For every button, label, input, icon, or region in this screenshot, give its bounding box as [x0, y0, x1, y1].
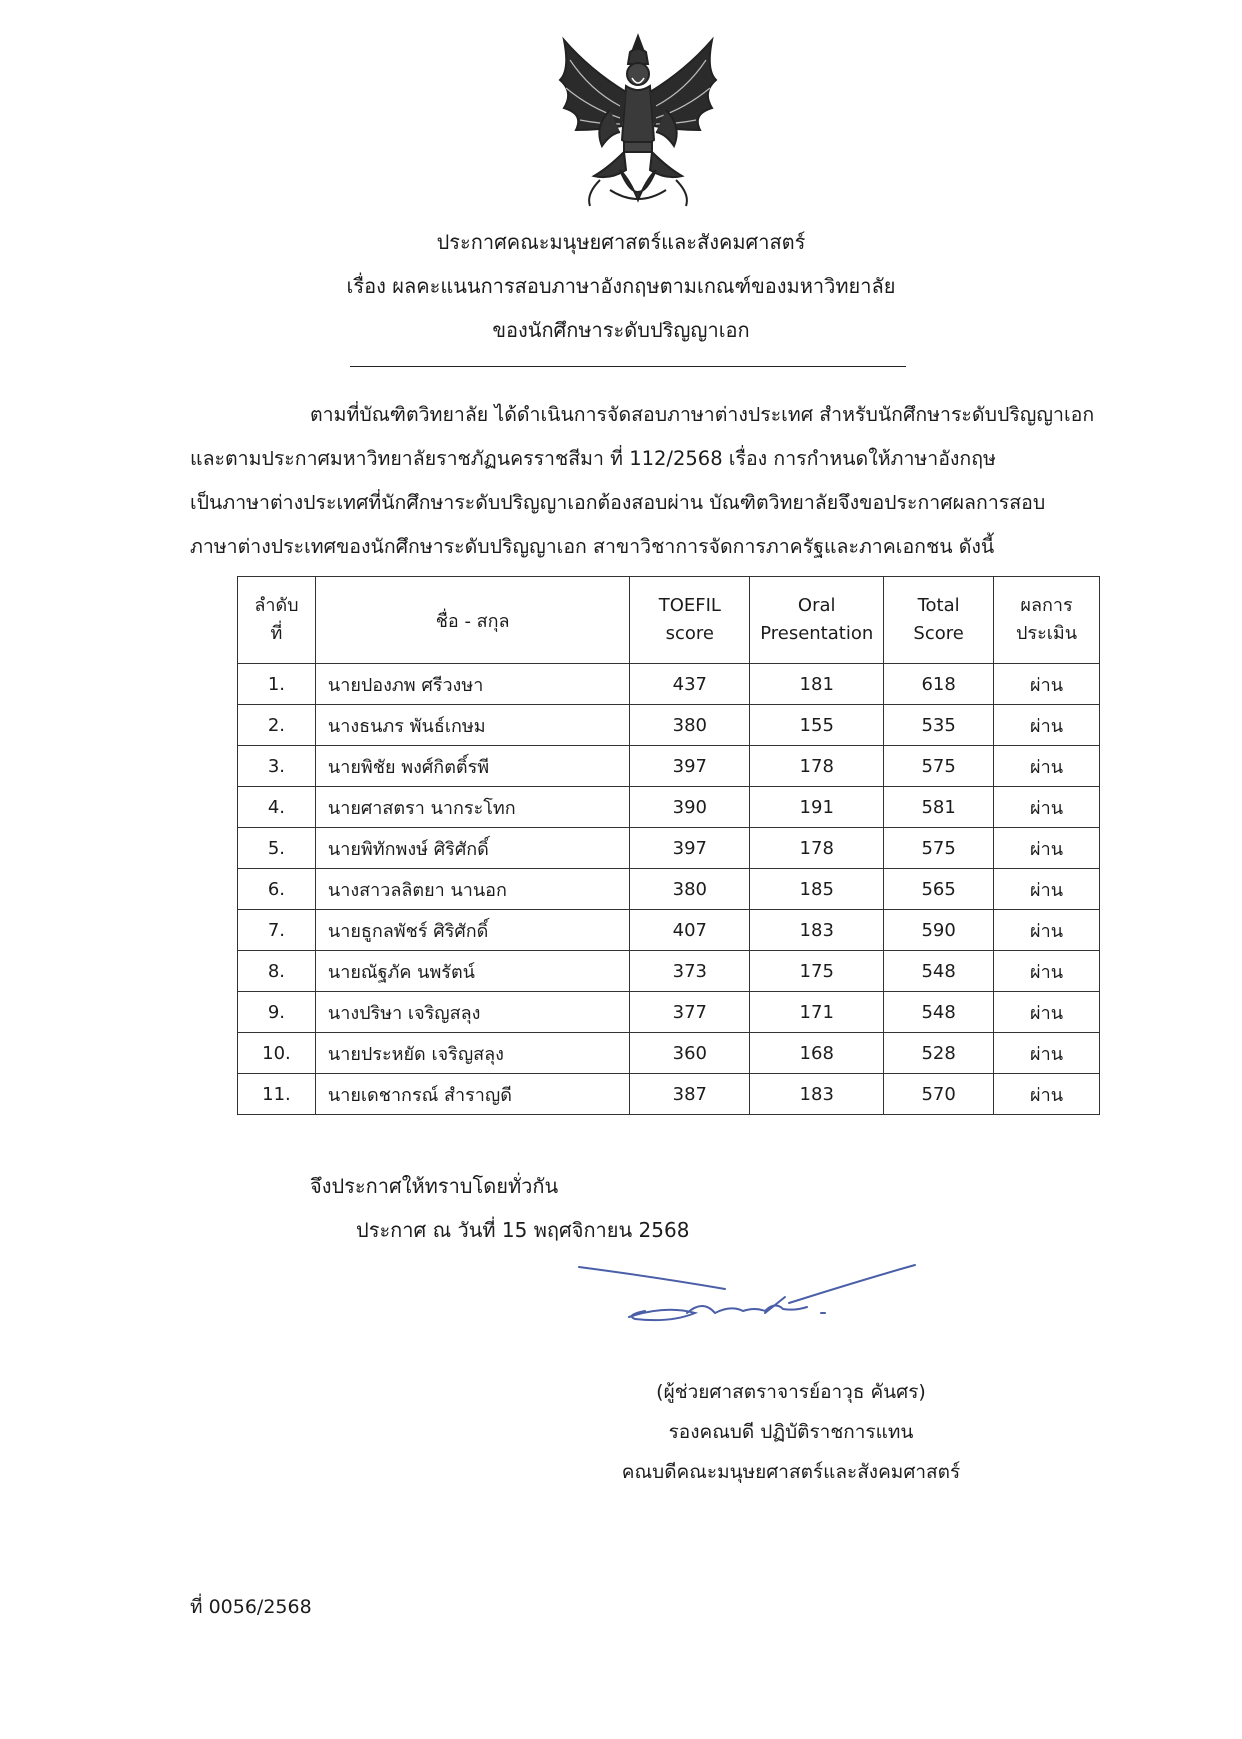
- cell-name: นายปองภพ ศรีวงษา: [315, 664, 629, 705]
- cell-name: นายพิชัย พงศ์กิตติ์รพี: [315, 746, 629, 787]
- cell-total: 618: [884, 664, 994, 705]
- cell-oral: 178: [750, 828, 884, 869]
- handwritten-signature: [575, 1255, 935, 1335]
- signatory-name: (ผู้ช่วยศาสตราจารย์อาวุธ คันศร): [656, 1381, 926, 1403]
- title-divider: [350, 366, 906, 367]
- cell-toefl: 407: [630, 910, 750, 951]
- cell-order: 3.: [238, 746, 316, 787]
- cell-total: 575: [884, 828, 994, 869]
- cell-order: 5.: [238, 828, 316, 869]
- table-row: [238, 992, 1100, 1033]
- body-paragraph-line3: เป็นภาษาต่างประเทศที่นักศึกษาระดับปริญญาเอกต้องสอบผ่าน บัณฑิตวิทยาลัยจึงขอประกาศผลการสอบ: [190, 491, 1046, 514]
- cell-total: 535: [884, 705, 994, 746]
- cell-name: นายพิทักพงษ์ ศิริศักดิ์: [315, 828, 629, 869]
- header-result-line2: ประเมิน: [1015, 623, 1078, 644]
- cell-result: ผ่าน: [994, 1033, 1100, 1074]
- header-order-line1: ลำดับ: [254, 595, 299, 616]
- cell-result: ผ่าน: [994, 1074, 1100, 1115]
- table-row: [238, 910, 1100, 951]
- table-row: [238, 828, 1100, 869]
- cell-name: นางสาวลลิตยา นานอก: [315, 869, 629, 910]
- header-total: [884, 577, 994, 664]
- cell-result: ผ่าน: [994, 869, 1100, 910]
- cell-name: นายณัฐภัค นพรัตน์: [315, 951, 629, 992]
- cell-order: 4.: [238, 787, 316, 828]
- announcement-subject-line2: ของนักศึกษาระดับปริญญาเอก: [492, 318, 750, 342]
- cell-order: 8.: [238, 951, 316, 992]
- body-paragraph-line2: และตามประกาศมหาวิทยาลัยราชภัฏนครราชสีมา ที่ 112/2568 เรื่อง การกำหนดให้ภาษาอังกฤษ: [190, 447, 996, 470]
- table-row: [238, 869, 1100, 910]
- cell-oral: 168: [750, 1033, 884, 1074]
- cell-name: นายศาสตรา นากระโทก: [315, 787, 629, 828]
- header-name: ชื่อ - สกุล: [315, 577, 629, 664]
- cell-name: นายประหยัด เจริญสลุง: [315, 1033, 629, 1074]
- header-order-line2: ที่: [270, 623, 283, 644]
- cell-toefl: 377: [630, 992, 750, 1033]
- announcement-title: ประกาศคณะมนุษยศาสตร์และสังคมศาสตร์: [436, 230, 806, 254]
- cell-toefl: 437: [630, 664, 750, 705]
- table-header-row: [238, 577, 1100, 664]
- table-row: [238, 951, 1100, 992]
- cell-total: 528: [884, 1033, 994, 1074]
- body-paragraph-line1: ตามที่บัณฑิตวิทยาลัย ได้ดำเนินการจัดสอบภาษาต่างประเทศ สำหรับนักศึกษาระดับปริญญาเอก: [310, 403, 1095, 426]
- cell-name: นางปริษา เจริญสลุง: [315, 992, 629, 1033]
- cell-order: 11.: [238, 1074, 316, 1115]
- cell-order: 2.: [238, 705, 316, 746]
- cell-result: ผ่าน: [994, 951, 1100, 992]
- signatory-position: รองคณบดี ปฏิบัติราชการแทน: [668, 1421, 914, 1443]
- announcement-date: ประกาศ ณ วันที่ 15 พฤศจิกายน 2568: [356, 1218, 690, 1242]
- cell-oral: 175: [750, 951, 884, 992]
- header-order: [238, 577, 316, 664]
- cell-oral: 191: [750, 787, 884, 828]
- cell-oral: 185: [750, 869, 884, 910]
- cell-name: นายเดชากรณ์ สำราญดี: [315, 1074, 629, 1115]
- cell-oral: 171: [750, 992, 884, 1033]
- cell-toefl: 360: [630, 1033, 750, 1074]
- cell-order: 10.: [238, 1033, 316, 1074]
- cell-total: 548: [884, 992, 994, 1033]
- table-row: [238, 787, 1100, 828]
- cell-order: 7.: [238, 910, 316, 951]
- cell-result: ผ่าน: [994, 787, 1100, 828]
- cell-name: นายธูกลพัชร์ ศิริศักดิ์: [315, 910, 629, 951]
- header-oral-line1: Oral: [797, 595, 836, 616]
- cell-oral: 183: [750, 910, 884, 951]
- table-row: [238, 1074, 1100, 1115]
- document-number: ที่ 0056/2568: [190, 1596, 312, 1618]
- cell-oral: 181: [750, 664, 884, 705]
- header-oral: [750, 577, 884, 664]
- cell-toefl: 387: [630, 1074, 750, 1115]
- cell-oral: 155: [750, 705, 884, 746]
- cell-result: ผ่าน: [994, 828, 1100, 869]
- cell-order: 6.: [238, 869, 316, 910]
- header-total-line1: Total: [917, 595, 960, 616]
- header-oral-line2: Presentation: [760, 623, 874, 644]
- cell-total: 548: [884, 951, 994, 992]
- cell-oral: 178: [750, 746, 884, 787]
- cell-toefl: 397: [630, 828, 750, 869]
- table-row: [238, 1033, 1100, 1074]
- cell-total: 590: [884, 910, 994, 951]
- cell-toefl: 380: [630, 869, 750, 910]
- garuda-emblem-icon: [550, 30, 726, 214]
- header-result-line1: ผลการ: [1020, 595, 1073, 616]
- table-row: [238, 664, 1100, 705]
- cell-order: 9.: [238, 992, 316, 1033]
- table-row: [238, 746, 1100, 787]
- cell-total: 570: [884, 1074, 994, 1115]
- header-total-line2: Score: [913, 623, 964, 644]
- cell-name: นางธนภร พันธ์เกษม: [315, 705, 629, 746]
- cell-order: 1.: [238, 664, 316, 705]
- cell-result: ผ่าน: [994, 664, 1100, 705]
- cell-total: 565: [884, 869, 994, 910]
- cell-toefl: 373: [630, 951, 750, 992]
- cell-toefl: 390: [630, 787, 750, 828]
- body-paragraph-line4: ภาษาต่างประเทศของนักศึกษาระดับปริญญาเอก สาขาวิชาการจัดการภาครัฐและภาคเอกชน ดังนี้: [190, 535, 995, 558]
- cell-result: ผ่าน: [994, 910, 1100, 951]
- table-row: [238, 705, 1100, 746]
- cell-result: ผ่าน: [994, 705, 1100, 746]
- signatory-position-line2: คณบดีคณะมนุษยศาสตร์และสังคมศาสตร์: [621, 1461, 961, 1483]
- header-toefl-line1: TOEFIL: [658, 595, 721, 616]
- cell-result: ผ่าน: [994, 992, 1100, 1033]
- announcement-subject: เรื่อง ผลคะแนนการสอบภาษาอังกฤษตามเกณฑ์ของมหาวิทยาลัย: [346, 274, 896, 298]
- cell-total: 575: [884, 746, 994, 787]
- cell-oral: 183: [750, 1074, 884, 1115]
- cell-result: ผ่าน: [994, 746, 1100, 787]
- results-table: [237, 576, 1100, 1115]
- cell-toefl: 380: [630, 705, 750, 746]
- header-toefl-line2: score: [665, 623, 714, 644]
- cell-total: 581: [884, 787, 994, 828]
- header-toefl: [630, 577, 750, 664]
- header-result: [994, 577, 1100, 664]
- cell-toefl: 397: [630, 746, 750, 787]
- closing-statement: จึงประกาศให้ทราบโดยทั่วกัน: [310, 1174, 559, 1198]
